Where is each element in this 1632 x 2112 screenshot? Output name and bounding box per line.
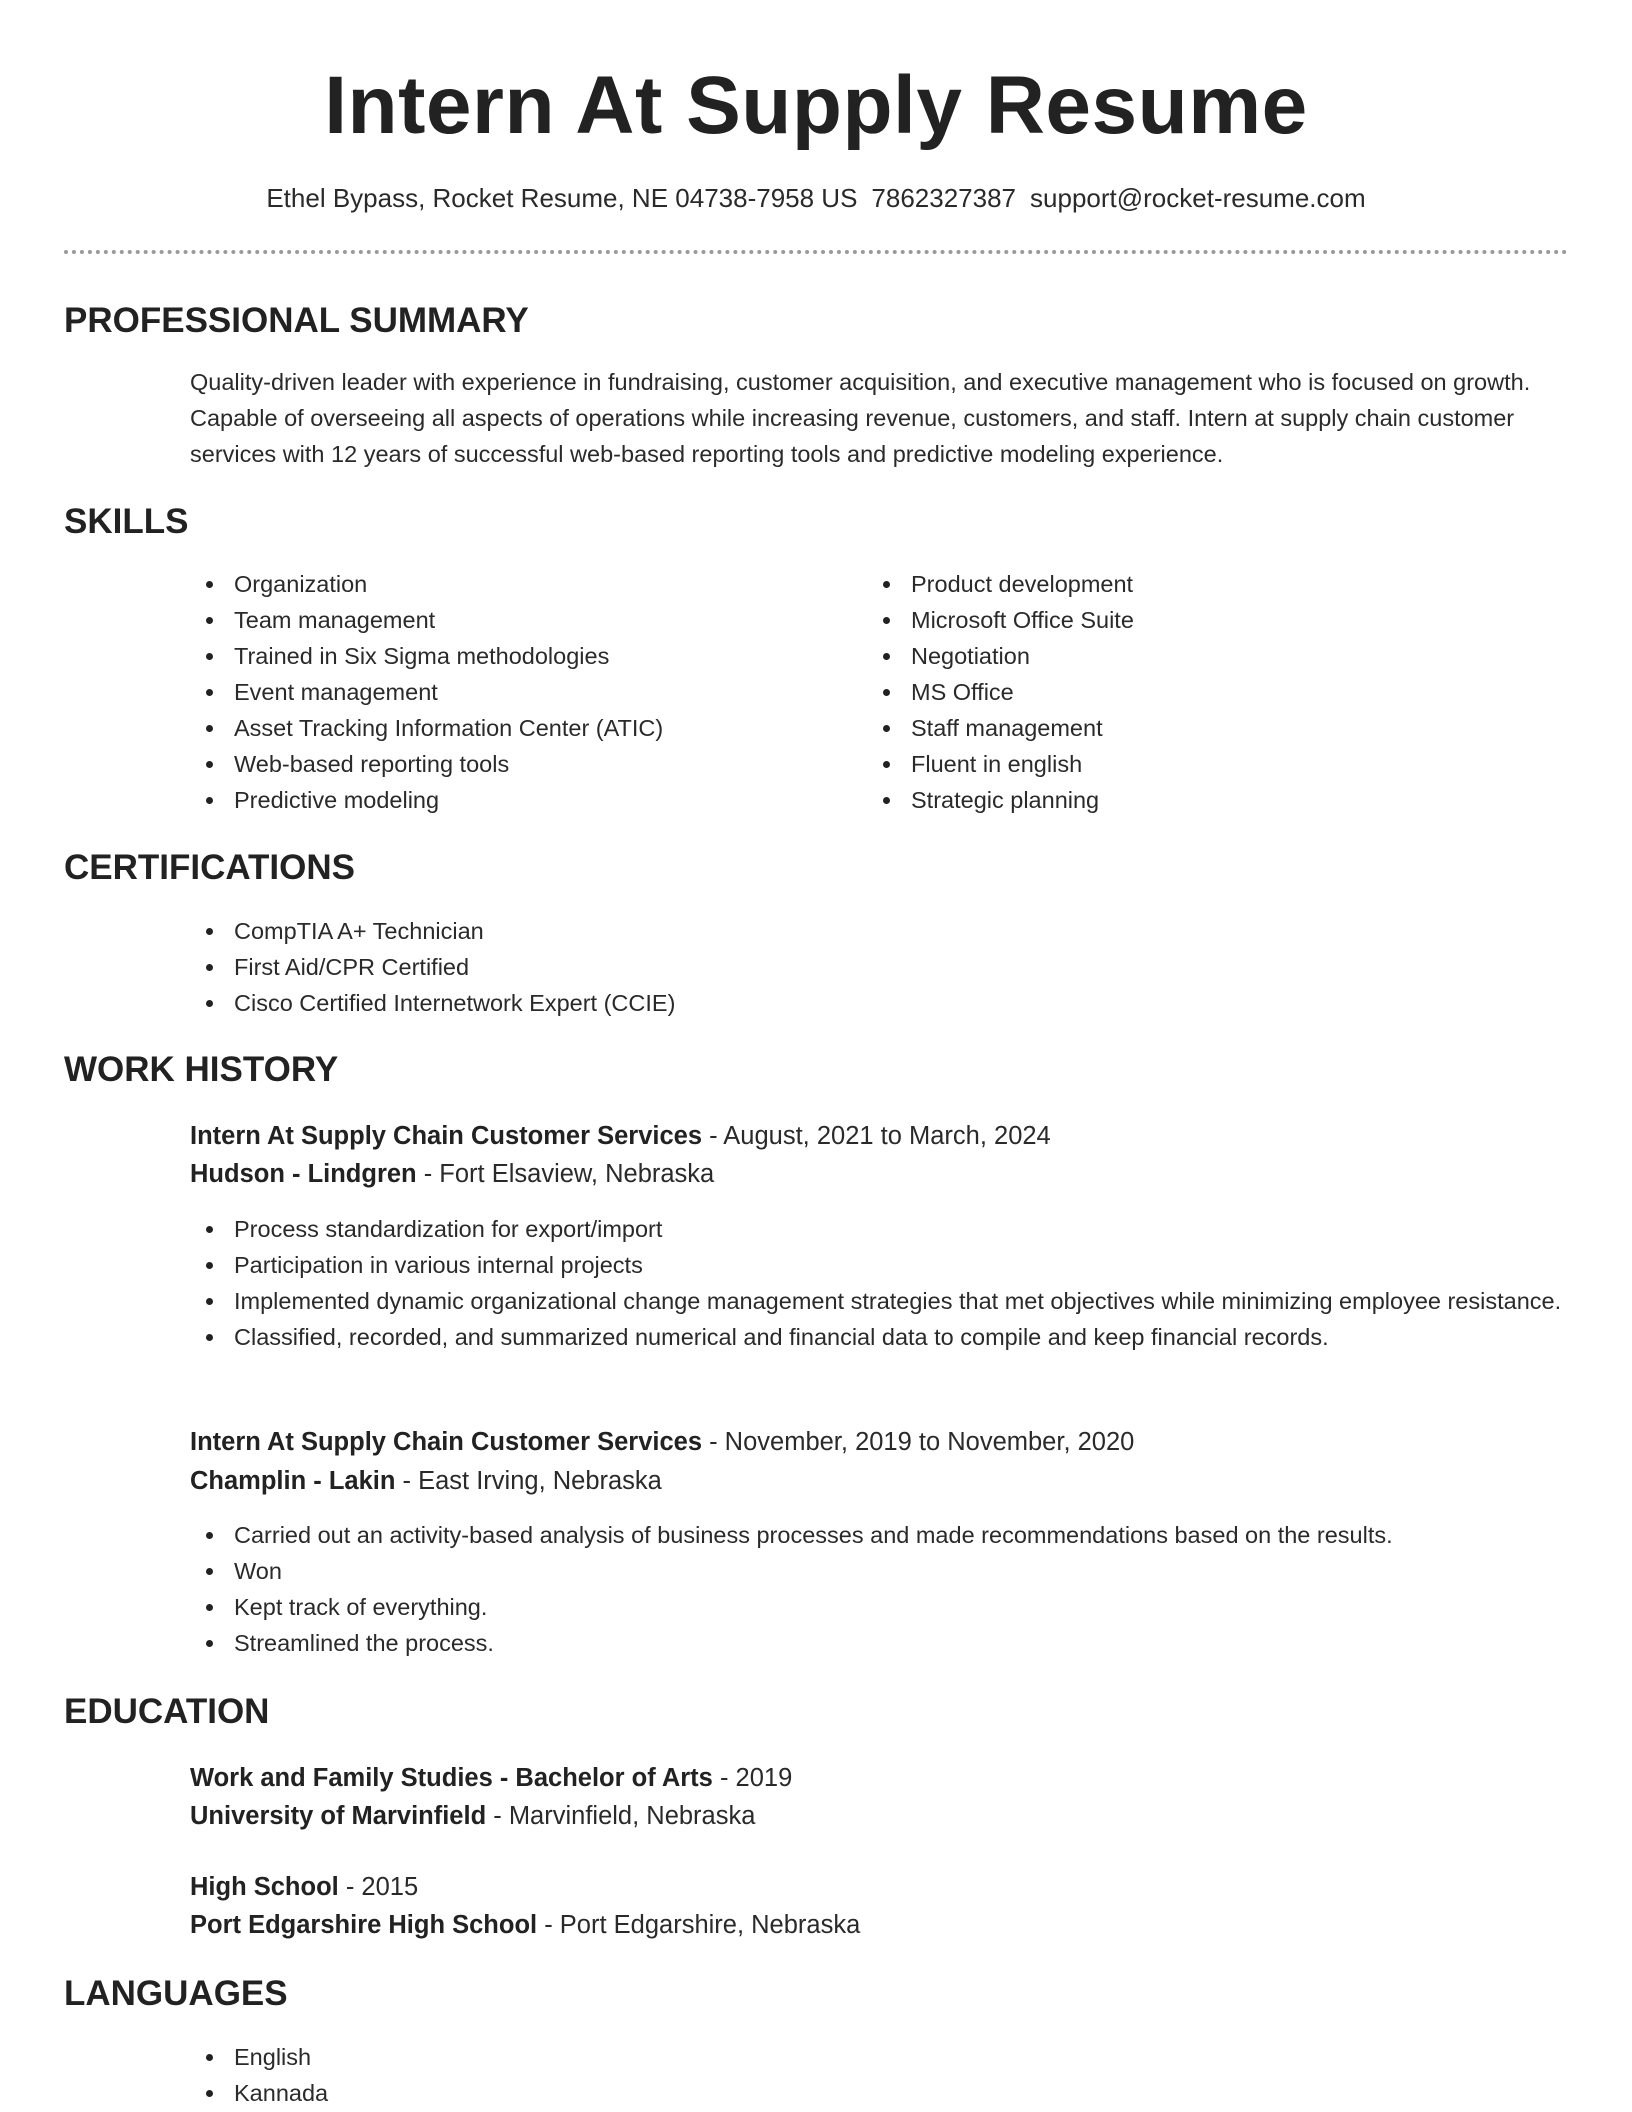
skill-item: Asset Tracking Information Center (ATIC) — [190, 710, 850, 746]
job-bullet: Process standardization for export/import — [190, 1211, 1590, 1247]
skill-item: MS Office — [867, 674, 1527, 710]
education-school: University of Marvinfield — [190, 1802, 487, 1830]
job-bullets — [190, 1517, 1590, 1661]
job-bullet: Carried out an activity-based analysis of business processes and made recommendations based on the results. — [190, 1517, 1590, 1553]
skill-item: Trained in Six Sigma methodologies — [190, 638, 850, 674]
resume-title: Intern At Supply Resume — [324, 60, 1308, 151]
education-degree: High School — [190, 1873, 339, 1901]
education-degree-line — [190, 1868, 418, 1906]
skill-item: Product development — [867, 566, 1527, 602]
job-bullet: Implemented dynamic organizational change management strategies that met objectives while minimizing employee resistance. — [190, 1283, 1590, 1319]
job-bullet: Kept track of everything. — [190, 1589, 1590, 1625]
job-title: Intern At Supply Chain Customer Services — [190, 1122, 703, 1150]
contact-phone: 7862327387 — [871, 183, 1017, 213]
education-degree: Work and Family Studies - Bachelor of Arts — [190, 1764, 713, 1792]
education-location: - Port Edgarshire, Nebraska — [537, 1911, 861, 1939]
skill-item: Fluent in english — [867, 746, 1527, 782]
certifications-heading: CERTIFICATIONS — [64, 848, 356, 887]
job-title-line — [190, 1117, 1051, 1155]
job-dates: - November, 2019 to November, 2020 — [702, 1428, 1135, 1456]
education-school: Port Edgarshire High School — [190, 1911, 538, 1939]
header-divider — [64, 250, 1568, 254]
job-company-line — [190, 1462, 662, 1500]
certification-item: First Aid/CPR Certified — [190, 949, 1570, 985]
education-location: - Marvinfield, Nebraska — [486, 1802, 756, 1830]
education-school-line — [190, 1906, 860, 1944]
skill-item: Microsoft Office Suite — [867, 602, 1527, 638]
job-location: - Fort Elsaview, Nebraska — [416, 1160, 715, 1188]
skill-item: Event management — [190, 674, 850, 710]
skill-item: Predictive modeling — [190, 782, 850, 818]
work-history-heading: WORK HISTORY — [64, 1050, 339, 1089]
contact-address: Ethel Bypass, Rocket Resume, NE 04738-7958 US — [266, 183, 858, 213]
education-degree-line — [190, 1759, 792, 1797]
languages-heading: LANGUAGES — [64, 1974, 288, 2013]
skill-item: Team management — [190, 602, 850, 638]
language-item: Kannada — [190, 2075, 790, 2111]
job-title-line — [190, 1423, 1134, 1461]
summary-heading: PROFESSIONAL SUMMARY — [64, 301, 529, 340]
job-bullet: Participation in various internal projects — [190, 1247, 1590, 1283]
summary-text: Quality-driven leader with experience in fundraising, customer acquisition, and executive management who is focused on growth. Capable of overseeing all aspects of operations while increasing revenue, customers, and staff. Intern at supply chain customer services with 12 years of successful web-based reporting tools and predictive modeling experience. — [190, 369, 1531, 467]
job-company-line — [190, 1155, 714, 1193]
job-bullets — [190, 1211, 1590, 1355]
skill-item: Staff management — [867, 710, 1527, 746]
certification-item: Cisco Certified Internetwork Expert (CCIE) — [190, 985, 1570, 1021]
skills-list-right — [867, 566, 1527, 818]
job-bullet: Won — [190, 1553, 1590, 1589]
job-title: Intern At Supply Chain Customer Services — [190, 1428, 703, 1456]
job-bullet: Classified, recorded, and summarized numerical and financial data to compile and keep financial records. — [190, 1319, 1590, 1355]
contact-line — [64, 180, 1568, 216]
certifications-list — [190, 913, 1570, 1021]
education-year: - 2015 — [338, 1873, 419, 1901]
skills-heading: SKILLS — [64, 502, 189, 541]
skills-list-left — [190, 566, 850, 818]
skill-item: Web-based reporting tools — [190, 746, 850, 782]
education-school-line — [190, 1797, 755, 1835]
education-heading: EDUCATION — [64, 1692, 270, 1731]
contact-email: support@rocket-resume.com — [1030, 183, 1366, 213]
certification-item: CompTIA A+ Technician — [190, 913, 1570, 949]
job-location: - East Irving, Nebraska — [395, 1467, 662, 1495]
job-dates: - August, 2021 to March, 2024 — [702, 1122, 1051, 1150]
job-company: Champlin - Lakin — [190, 1467, 396, 1495]
language-item: English — [190, 2039, 790, 2075]
job-company: Hudson - Lindgren — [190, 1160, 417, 1188]
skill-item: Strategic planning — [867, 782, 1527, 818]
education-year: - 2019 — [712, 1764, 793, 1792]
languages-list — [190, 2039, 790, 2111]
skill-item: Organization — [190, 566, 850, 602]
skill-item: Negotiation — [867, 638, 1527, 674]
job-bullet: Streamlined the process. — [190, 1625, 1590, 1661]
